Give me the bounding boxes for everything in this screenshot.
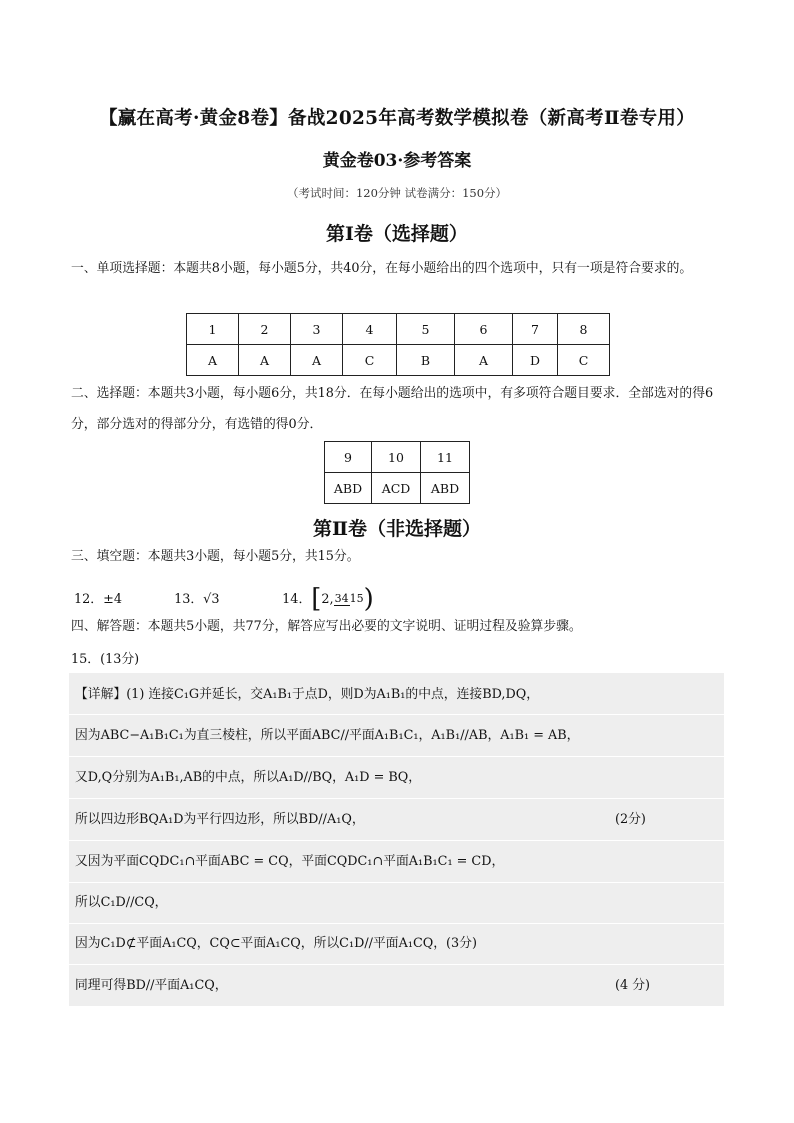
volume1-heading: 第Ⅰ卷（选择题） <box>326 223 468 245</box>
solution-line <box>75 768 720 788</box>
solution-detail-box <box>69 673 724 1006</box>
answer-cell: D <box>513 345 558 376</box>
divider <box>69 882 724 883</box>
answer-cell: A <box>291 345 343 376</box>
right-paren-icon: ) <box>363 584 374 614</box>
q12-label: 12． <box>74 591 104 607</box>
q15-label: 15．(13分) <box>71 652 140 667</box>
solution-line-text: 又D,Q分别为A₁B₁,AB的中点，所以A₁D//BQ，A₁D = BQ， <box>75 770 422 785</box>
answer-cell: A <box>239 345 291 376</box>
q12-answer <box>74 588 170 607</box>
table-row <box>187 345 610 376</box>
solution-line <box>75 934 720 954</box>
question-number-cell: 3 <box>291 314 343 345</box>
q14-fraction <box>334 593 364 606</box>
divider <box>69 964 724 965</box>
solution-line <box>75 976 720 996</box>
divider <box>69 923 724 924</box>
q14-answer <box>282 584 374 614</box>
answer-cell: ABD <box>325 473 372 504</box>
answer-cell: A <box>455 345 513 376</box>
solution-line <box>75 852 720 872</box>
answer-cell: A <box>187 345 239 376</box>
solution-line <box>75 893 720 913</box>
question-number-cell: 8 <box>558 314 610 345</box>
solution-line-text: 所以四边形BQA₁D为平行四边形，所以BD//A₁Q， <box>75 812 365 827</box>
table-row <box>325 473 470 504</box>
divider <box>69 798 724 799</box>
answer-cell: C <box>558 345 610 376</box>
q13-label: 13． <box>174 591 204 607</box>
table-row <box>325 442 470 473</box>
q14-label: 14． <box>282 591 312 607</box>
answer-cell: C <box>343 345 397 376</box>
document-subtitle: 黄金卷03·参考答案 <box>322 151 472 171</box>
solution-line <box>75 685 720 705</box>
q13-answer <box>174 588 278 607</box>
answer-cell: ABD <box>421 473 470 504</box>
section1-instruction: 一、单项选择题：本题共8小题，每小题5分，共40分，在每小题给出的四个选项中，只有一项是符合要求的。 <box>71 261 693 276</box>
section2-instruction: 二、选择题：本题共3小题，每小题6分，共18分．在每小题给出的选项中，有多项符合题目要求．全部选对的得6分，部分选对的得部分分，有选错的得0分． <box>71 386 714 432</box>
solution-line-text: 因为ABC−A₁B₁C₁为直三棱柱，所以平面ABC//平面A₁B₁C₁，A₁B₁//AB，A₁B₁ = AB， <box>75 728 580 743</box>
solution-line <box>75 810 720 830</box>
q14-numerator: 34 <box>334 591 349 605</box>
question-number-cell: 5 <box>397 314 455 345</box>
solution-line-text: 又因为平面CQDC₁∩平面ABC = CQ，平面CQDC₁∩平面A₁B₁C₁ = CD， <box>75 854 505 869</box>
section4-instruction: 四、解答题：本题共5小题，共77分，解答应写出必要的文字说明、证明过程及验算步骤。 <box>71 619 582 634</box>
solution-line-score: (4 分) <box>615 978 650 993</box>
left-bracket-icon: [ <box>311 584 322 614</box>
q13-value: √3 <box>203 591 220 607</box>
section1-answer-table <box>186 313 610 376</box>
question-number-cell: 1 <box>187 314 239 345</box>
document-title: 【赢在高考·黄金8卷】备战2025年高考数学模拟卷（新高考Ⅱ卷专用） <box>98 108 696 129</box>
volume2-heading: 第Ⅱ卷（非选择题） <box>312 518 481 540</box>
question-number-cell: 9 <box>325 442 372 473</box>
fill-in-answers <box>74 584 374 614</box>
answer-cell: B <box>397 345 455 376</box>
section3-instruction: 三、填空题：本题共3小题，每小题5分，共15分。 <box>71 549 360 564</box>
divider <box>69 714 724 715</box>
q14-denominator: 15 <box>349 591 364 605</box>
answer-cell: ACD <box>372 473 421 504</box>
table-row <box>187 314 610 345</box>
q14-left-value: 2, <box>321 591 334 607</box>
question-number-cell: 10 <box>372 442 421 473</box>
divider <box>69 756 724 757</box>
question-number-cell: 6 <box>455 314 513 345</box>
solution-line-text: 因为C₁D⊄平面A₁CQ，CQ⊂平面A₁CQ，所以C₁D//平面A₁CQ，(3分) <box>75 936 477 951</box>
solution-line-text: 所以C₁D//CQ， <box>75 895 168 910</box>
exam-info: （考试时间：120分钟 试卷满分：150分） <box>286 186 508 200</box>
question-number-cell: 7 <box>513 314 558 345</box>
solution-line-score: (2分) <box>615 812 646 827</box>
q12-value: ±4 <box>103 591 122 607</box>
solution-line-text: 【详解】(1) 连接C₁G并延长，交A₁B₁于点D，则D为A₁B₁的中点，连接BD,DQ， <box>75 687 540 702</box>
question-number-cell: 4 <box>343 314 397 345</box>
question-number-cell: 11 <box>421 442 470 473</box>
question-number-cell: 2 <box>239 314 291 345</box>
solution-line <box>75 726 720 746</box>
solution-line-text: 同理可得BD//平面A₁CQ， <box>75 978 228 993</box>
section2-answer-table <box>324 441 470 504</box>
divider <box>69 840 724 841</box>
